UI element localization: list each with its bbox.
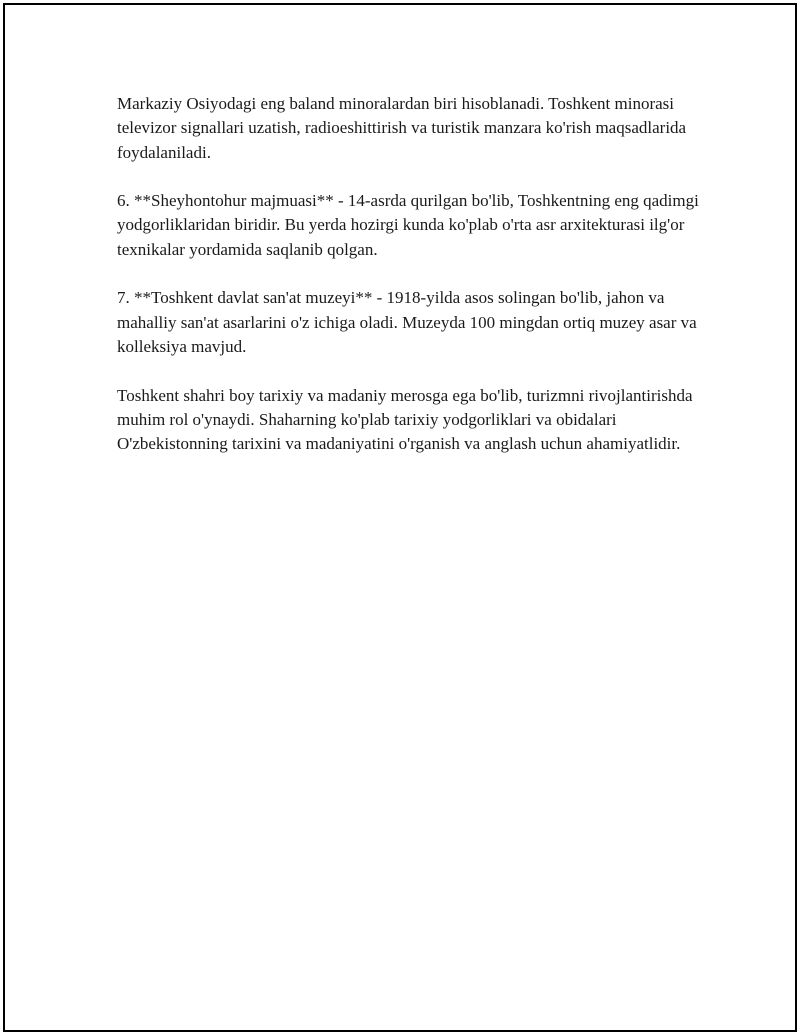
- paragraph-art-museum: 7. **Toshkent davlat san'at muzeyi** - 1918-yilda asos solingan bo'lib, jahon va mahalliy san'at asarlarini o'z ichiga oladi. Muzeyda 100 mingdan ortiq muzey asar va kolleksiya mavjud.: [117, 288, 697, 356]
- paragraph-tower: Markaziy Osiyodagi eng baland minoralardan biri hisoblanadi. Toshkent minorasi televizor signallari uzatish, radioeshittirish va turistik manzara ko'rish maqsadlarida foydalaniladi.: [117, 94, 687, 162]
- document-body: [117, 92, 707, 481]
- paragraph-sheyhontohur: 6. **Sheyhontohur majmuasi** - 14-asrda qurilgan bo'lib, Toshkentning eng qadimgi yodgorliklaridan biridir. Bu yerda hozirgi kunda ko'plab o'rta asr arxitekturasi ilg'or texnikalar yordamida saqlanib qolgan.: [117, 191, 699, 259]
- paragraph-conclusion: Toshkent shahri boy tarixiy va madaniy merosga ega bo'lib, turizmni rivojlantirishda muhim rol o'ynaydi. Shaharning ko'plab tarixiy yodgorliklari va obidalari O'zbekistonning tarixini va madaniyatini o'rganish va anglash uchun ahamiyatlidir.: [117, 385, 693, 454]
